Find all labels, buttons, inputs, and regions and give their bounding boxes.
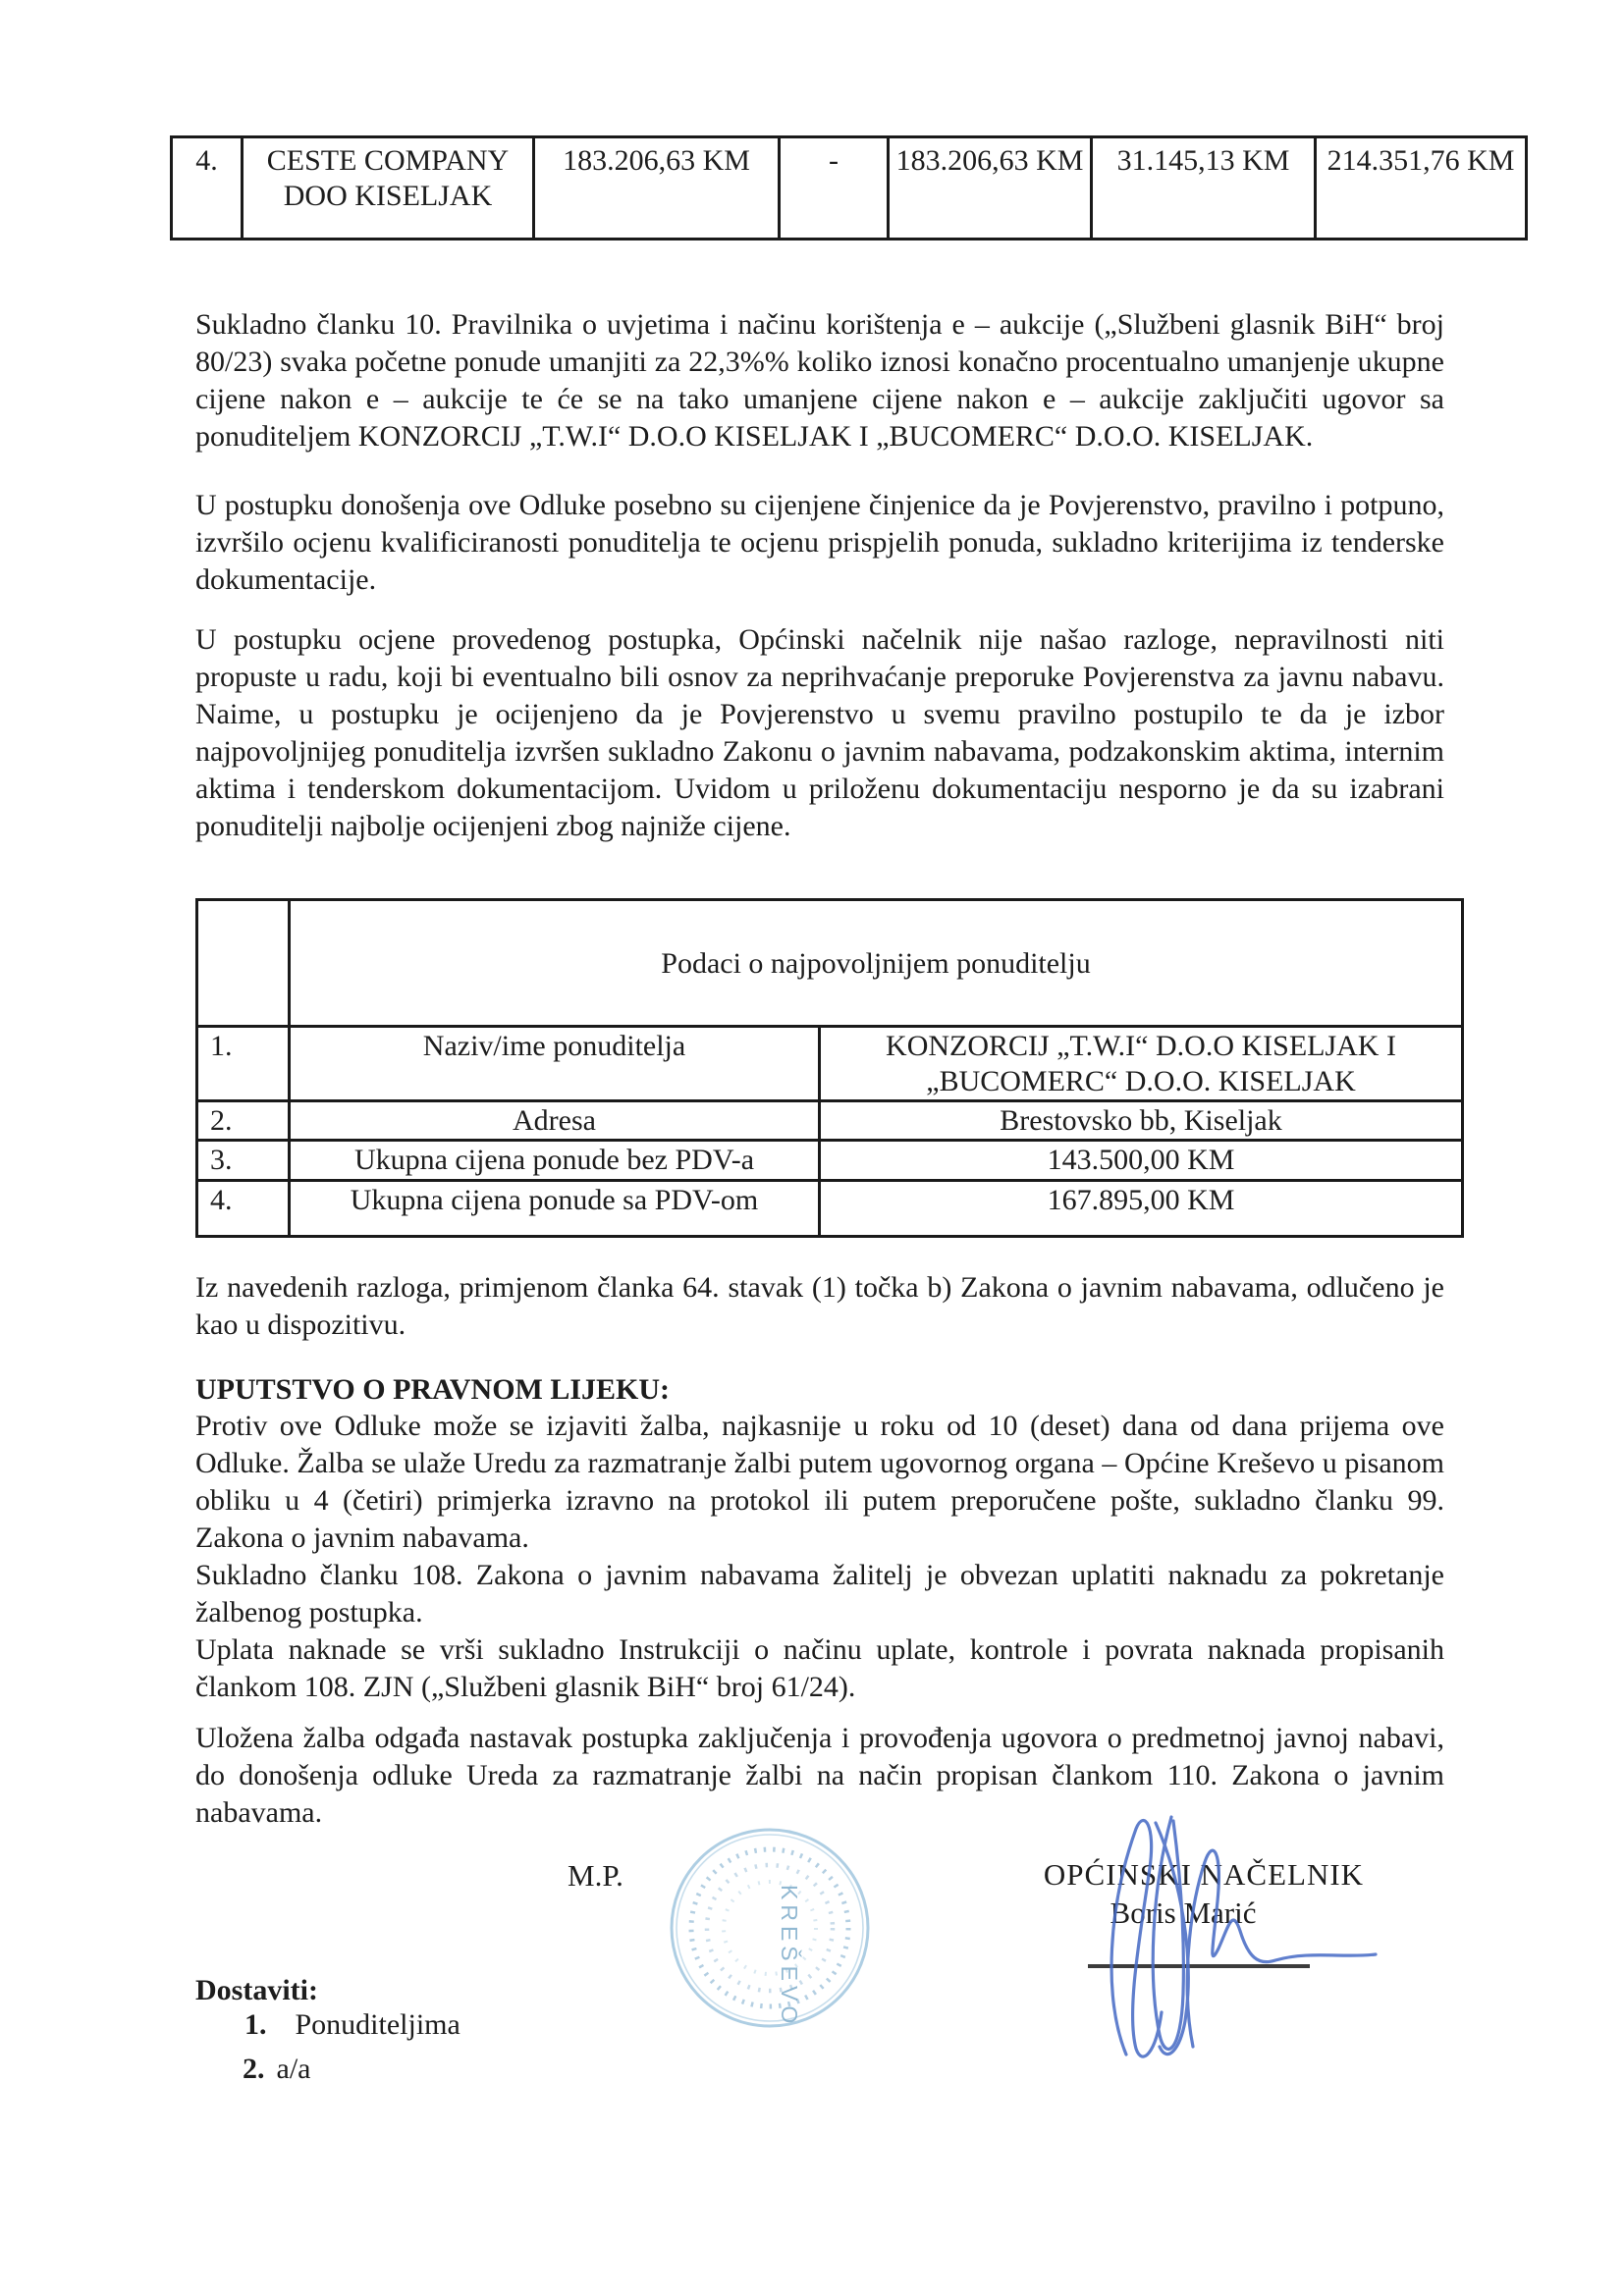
offer-price-2: 183.206,63 KM [889,137,1092,240]
legal-remedy-paragraph: Uplata naknade se vrši sukladno Instrukciji o načinu uplate, kontrole i povrata naknada propisanih člankom 108. ZJN („Službeni glasnik BiH“ broj 61/24). [195,1633,1444,1703]
distribution-item-number: 1. [244,2008,267,2041]
row-number: 2. [197,1101,290,1141]
winner-table [195,898,1464,1238]
offer-discount: - [780,137,889,240]
winner-row-address [197,1101,1463,1141]
distribution-item-number: 2. [243,2053,265,2085]
offer-vat: 31.145,13 KM [1092,137,1316,240]
paragraph-evaluation: U postupku ocjene provedenog postupka, Općinski načelnik nije našao razloge, nepravilnosti niti propuste u radu, koji bi eventualno bili osnov za neprihvaćanje preporuke Povjerenstva za javnu nabavu. Naime, u postupku je ocijenjeno da je Povjerenstvo u svemu pravilno postupilo te da je izbor najpovoljnijeg ponuditelja izvršen sukladno Zakonu o javnim nabavama, podzakonskim aktima, internim aktima i tenderskom dokumentacijom. Uvidom u priloženu dokumentaciju nesporno je da su izabrani ponuditelji najbolje ocijenjeni zbog najniže cijene. [195,623,1444,842]
stamp-graphic [666,1824,874,2032]
offers-table-row [172,137,1527,240]
distribution-item-text: a/a [276,2053,311,2085]
row-label: Ukupna cijena ponude sa PDV-om [290,1181,820,1237]
distribution-item [243,2053,310,2086]
legal-remedy-paragraph: Protiv ove Odluke može se izjaviti žalba, najkasnije u roku od 10 (deset) dana od dana prijema ove Odluke. Žalba se ulaže Uredu za razmatranje žalbi putem ugovornog organa – Općine Kreševo u pisanom obliku u 4 (četiri) primjerka izravno na protokol ili putem preporučene pošte, sukladno članku 99. Zakona o javnim nabavama. [195,1410,1444,1554]
winner-header-empty-cell [197,900,290,1027]
row-label: Ukupna cijena ponude bez PDV-a [290,1141,820,1181]
paragraph-conclusion: Iz navedenih razloga, primjenom članka 64. stavak (1) točka b) Zakona o javnim nabavama, odlučeno je kao u dispozitivu. [195,1271,1444,1341]
paragraph-eauction: Sukladno članku 10. Pravilnika o uvjetima i načinu korištenja e – aukcije („Službeni glasnik BiH“ broj 80/23) svaka početne ponude umanjiti za 22,3%% koliko iznosi konačno procentualno umanjenje ukupne cijene nakon e – aukcije te će se na tako umanjene cijene nakon e – aukcije zaključiti ugovor sa ponuditeljem KONZORCIJ „T.W.I“ D.O.O KISELJAK I „BUCOMERC“ D.O.O. KISELJAK. [195,308,1444,453]
offer-price-1: 183.206,63 KM [534,137,780,240]
distribution-heading: Dostaviti: [195,1974,318,2006]
legal-remedy-paragraph: Sukladno članku 108. Zakona o javnim nabavama žalitelj je obvezan uplatiti naknadu za pokretanje žalbenog postupka. [195,1559,1444,1629]
mp-seal-label: M.P. [568,1858,623,1893]
winner-table-title: Podaci o najpovoljnijem ponuditelju [290,900,1463,1027]
row-number: 3. [197,1141,290,1181]
round-stamp [666,1824,874,2037]
stamp-center-text: KREŠEVO [777,1885,802,2029]
distribution-item [244,2008,460,2042]
paragraph-decision-facts: U postupku donošenja ove Odluke posebno su cijenjene činjenice da je Povjerenstvo, pravilno i potpuno, izvršilo ocjenu kvalificiranosti ponuditelja te ocjenu prispjelih ponuda, sukladno kriterijima iz tenderske dokumentacije. [195,489,1444,596]
row-number: 4. [197,1181,290,1237]
row-number: 1. [197,1027,290,1101]
winner-row-price-no-vat [197,1141,1463,1181]
row-value: 143.500,00 KM [820,1141,1463,1181]
offers-table [170,135,1528,240]
paragraph-appeal-effect: Uložena žalba odgađa nastavak postupka zaključenja i provođenja ugovora o predmetnoj javnoj nabavi, do donošenja odluke Ureda za razmatranje žalbi na način propisan člankom 110. Zakona o javnim nabavama. [195,1722,1444,1829]
winner-table-header-row [197,900,1463,1027]
row-value: Brestovsko bb, Kiseljak [820,1101,1463,1141]
legal-remedy-heading: UPUTSTVO O PRAVNOM LIJEKU: [195,1373,671,1406]
mayor-title: OPĆINSKI NAČELNIK [1043,1857,1365,1892]
row-label: Naziv/ime ponuditelja [290,1027,820,1101]
row-label: Adresa [290,1101,820,1141]
offer-total: 214.351,76 KM [1316,137,1527,240]
mayor-name: Boris Marić [1110,1896,1257,1930]
handwritten-signature [1065,1811,1389,2076]
offer-row-number: 4. [172,137,243,240]
signature-strokes [1065,1811,1389,2071]
distribution-item-text: Ponuditeljima [295,2008,460,2041]
winner-row-name [197,1027,1463,1101]
row-value: 167.895,00 KM [820,1181,1463,1237]
row-value: KONZORCIJ „T.W.I“ D.O.O KISELJAK I „BUCOMERC“ D.O.O. KISELJAK [820,1027,1463,1101]
legal-remedy-body [195,1408,1444,1706]
winner-row-price-with-vat [197,1181,1463,1237]
offer-bidder-name: CESTE COMPANY DOO KISELJAK [243,137,534,240]
